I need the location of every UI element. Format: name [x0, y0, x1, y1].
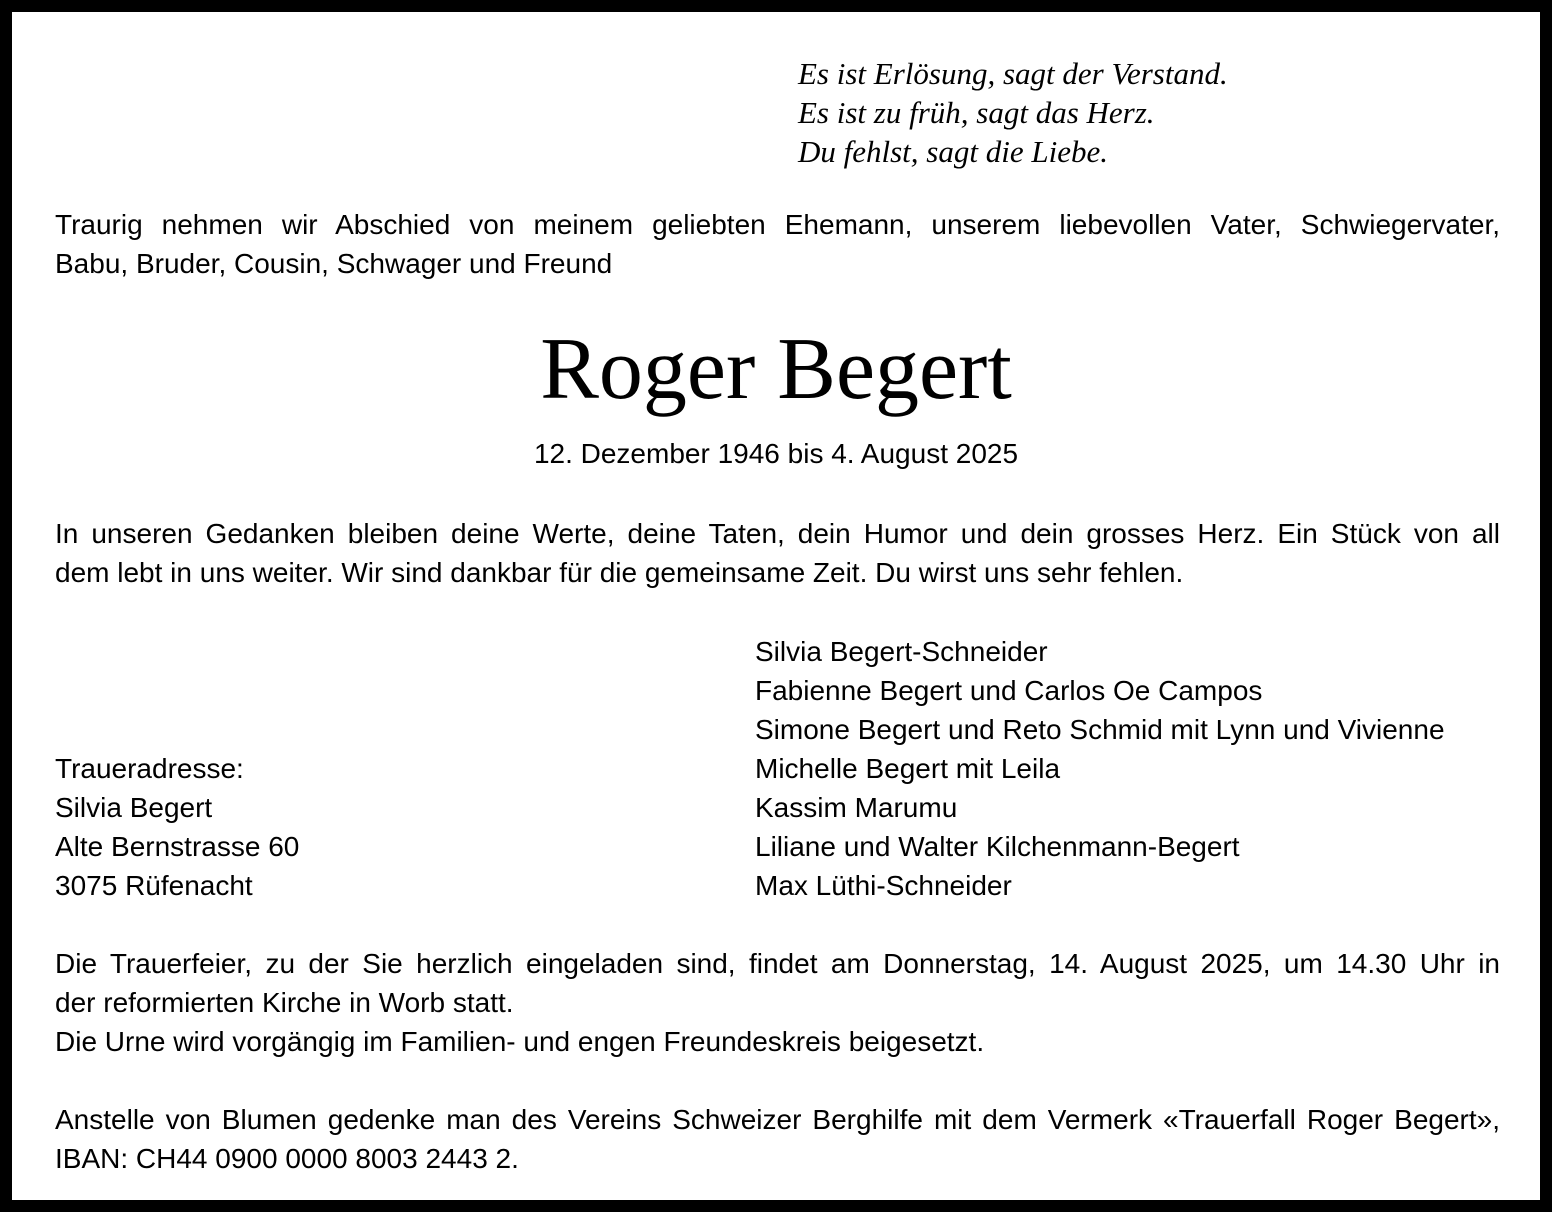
- address-name: Silvia Begert: [55, 792, 213, 823]
- address-street: Alte Bernstrasse 60: [55, 831, 300, 862]
- tribute-line: In unseren Gedanken bleiben deine Werte, deine Taten, dein Humor und dein grosses Herz. Ein Stück von all: [55, 518, 1500, 549]
- ceremony-line: Die Trauerfeier, zu der Sie herzlich eingeladen sind, findet am Donnerstag, 14. August 2025, um 14.30 Uhr in: [55, 948, 1500, 979]
- mourners-list: [755, 632, 1445, 905]
- intro-paragraph: [55, 205, 1500, 283]
- mourner-name: Fabienne Begert und Carlos Oe Campos: [755, 675, 1263, 706]
- ceremony-paragraph: [55, 944, 1500, 1061]
- donation-line: Anstelle von Blumen gedenke man des Vereins Schweizer Berghilfe mit dem Vermerk «Trauerfall Roger Begert»,: [55, 1104, 1500, 1135]
- epigraph-quote: [798, 54, 1228, 171]
- mourner-name: Silvia Begert-Schneider: [755, 636, 1048, 667]
- tribute-paragraph: [55, 514, 1500, 592]
- intro-line: Babu, Bruder, Cousin, Schwager und Freund: [55, 248, 613, 279]
- intro-line: Traurig nehmen wir Abschied von meinem geliebten Ehemann, unserem liebevollen Vater, Schwiegervater,: [55, 209, 1500, 240]
- quote-line: Du fehlst, sagt die Liebe.: [798, 134, 1108, 169]
- life-dates: 12. Dezember 1946 bis 4. August 2025: [533, 438, 1019, 469]
- quote-line: Es ist Erlösung, sagt der Verstand.: [798, 56, 1228, 91]
- mourner-name: Max Lüthi-Schneider: [755, 870, 1012, 901]
- mourner-name: Simone Begert und Reto Schmid mit Lynn und Vivienne: [755, 714, 1445, 745]
- mourner-name: Kassim Marumu: [755, 792, 958, 823]
- mourner-name: Michelle Begert mit Leila: [755, 753, 1061, 784]
- address-label: Traueradresse:: [55, 753, 244, 784]
- donation-paragraph: [55, 1100, 1500, 1178]
- tribute-line: dem lebt in uns weiter. Wir sind dankbar für die gemeinsame Zeit. Du wirst uns sehr fehlen.: [55, 557, 1184, 588]
- quote-line: Es ist zu früh, sagt das Herz.: [798, 95, 1155, 130]
- ceremony-line: Die Urne wird vorgängig im Familien- und engen Freundeskreis beigesetzt.: [55, 1026, 985, 1057]
- deceased-name: Roger Begert: [540, 321, 1012, 418]
- mourning-address: [55, 749, 299, 905]
- ceremony-line: der reformierten Kirche in Worb statt.: [55, 987, 514, 1018]
- mourner-name: Liliane und Walter Kilchenmann-Begert: [755, 831, 1240, 862]
- donation-line: IBAN: CH44 0900 0000 8003 2443 2.: [55, 1143, 519, 1174]
- address-city: 3075 Rüfenacht: [55, 870, 253, 901]
